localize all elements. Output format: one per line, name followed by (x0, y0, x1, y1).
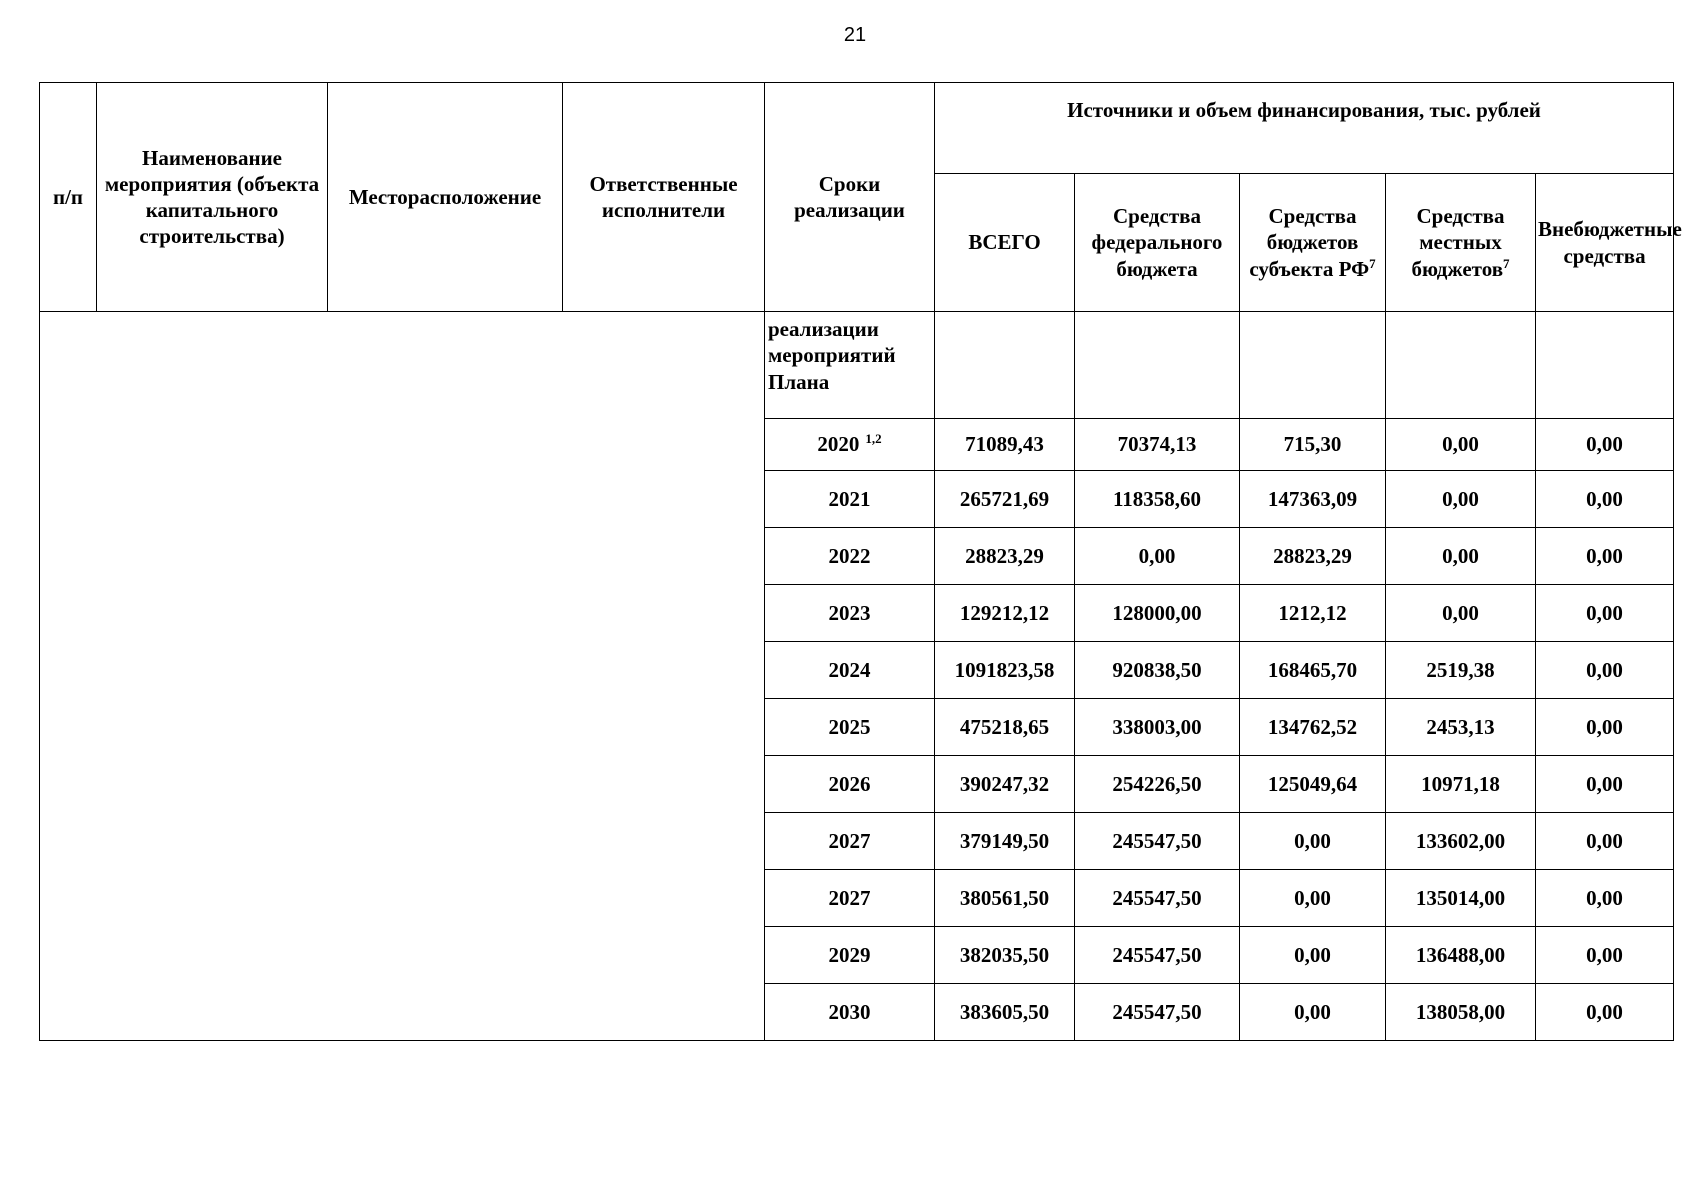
year-cell: 2022 (765, 528, 935, 585)
subject-cell: 134762,52 (1240, 699, 1386, 756)
subject-cell: 715,30 (1240, 419, 1386, 471)
local-cell: 0,00 (1386, 585, 1536, 642)
local-cell: 2519,38 (1386, 642, 1536, 699)
year-sup: 1,2 (865, 431, 882, 447)
header-terms: Сроки реализации (765, 83, 935, 312)
page-number: 21 (843, 24, 867, 46)
header-subject (1240, 174, 1386, 312)
federal-cell: 70374,13 (1075, 419, 1240, 471)
federal-cell: 254226,50 (1075, 756, 1240, 813)
federal-cell: 245547,50 (1075, 813, 1240, 870)
subject-cell: 0,00 (1240, 927, 1386, 984)
empty-cell (1075, 312, 1240, 419)
subject-cell: 168465,70 (1240, 642, 1386, 699)
header-name: Наименование мероприятия (объекта капитального строительства) (97, 83, 328, 312)
header-local (1386, 174, 1536, 312)
subject-cell: 147363,09 (1240, 471, 1386, 528)
local-cell: 0,00 (1386, 419, 1536, 471)
extra-cell: 0,00 (1536, 699, 1674, 756)
header-extra: Внебюджетные средства (1536, 174, 1674, 312)
extra-cell: 0,00 (1536, 870, 1674, 927)
total-cell: 71089,43 (935, 419, 1075, 471)
federal-cell: 128000,00 (1075, 585, 1240, 642)
year-cell: 2026 (765, 756, 935, 813)
local-cell: 136488,00 (1386, 927, 1536, 984)
extra-cell: 0,00 (1536, 984, 1674, 1041)
total-cell: 28823,29 (935, 528, 1075, 585)
local-cell: 0,00 (1386, 471, 1536, 528)
financing-table (39, 82, 1682, 1041)
year-cell: 2029 (765, 927, 935, 984)
header-num: п/п (40, 83, 97, 312)
header-federal: Средства федерального бюджета (1075, 174, 1240, 312)
empty-cell (935, 312, 1075, 419)
empty-cell (1386, 312, 1536, 419)
merged-blank-cell (40, 312, 765, 1041)
year-cell (765, 419, 935, 471)
continuation-text: реализации мероприятий Плана (765, 312, 935, 419)
extra-cell: 0,00 (1536, 927, 1674, 984)
local-cell: 133602,00 (1386, 813, 1536, 870)
local-cell: 138058,00 (1386, 984, 1536, 1041)
local-cell: 0,00 (1386, 528, 1536, 585)
header-total: ВСЕГО (935, 174, 1075, 312)
year-cell: 2025 (765, 699, 935, 756)
empty-cell (1536, 312, 1674, 419)
total-cell: 265721,69 (935, 471, 1075, 528)
total-cell: 380561,50 (935, 870, 1075, 927)
year-cell: 2027 (765, 813, 935, 870)
total-cell: 390247,32 (935, 756, 1075, 813)
year-cell: 2024 (765, 642, 935, 699)
year-cell: 2027 (765, 870, 935, 927)
header-location: Месторасположение (328, 83, 563, 312)
extra-cell: 0,00 (1536, 642, 1674, 699)
header-sources: Источники и объем финансирования, тыс. рублей (935, 83, 1674, 174)
total-cell: 383605,50 (935, 984, 1075, 1041)
subject-cell: 28823,29 (1240, 528, 1386, 585)
extra-cell: 0,00 (1536, 756, 1674, 813)
extra-cell: 0,00 (1536, 585, 1674, 642)
total-cell: 475218,65 (935, 699, 1075, 756)
header-executors: Ответственные исполнители (563, 83, 765, 312)
header-subject-text: Средства бюджетов субъекта РФ (1249, 204, 1370, 281)
header-local-sup: 7 (1503, 255, 1510, 271)
extra-cell: 0,00 (1536, 528, 1674, 585)
subject-cell: 0,00 (1240, 870, 1386, 927)
federal-cell: 245547,50 (1075, 927, 1240, 984)
total-cell: 129212,12 (935, 585, 1075, 642)
federal-cell: 0,00 (1075, 528, 1240, 585)
subject-cell: 1212,12 (1240, 585, 1386, 642)
local-cell: 2453,13 (1386, 699, 1536, 756)
year-value: 2020 (817, 432, 860, 457)
year-cell: 2023 (765, 585, 935, 642)
total-cell: 382035,50 (935, 927, 1075, 984)
federal-cell: 338003,00 (1075, 699, 1240, 756)
header-subject-sup: 7 (1369, 255, 1376, 271)
federal-cell: 118358,60 (1075, 471, 1240, 528)
federal-cell: 920838,50 (1075, 642, 1240, 699)
subject-cell: 125049,64 (1240, 756, 1386, 813)
federal-cell: 245547,50 (1075, 984, 1240, 1041)
federal-cell: 245547,50 (1075, 870, 1240, 927)
header-local-text: Средства местных бюджетов (1411, 204, 1505, 281)
local-cell: 10971,18 (1386, 756, 1536, 813)
extra-cell: 0,00 (1536, 419, 1674, 471)
subject-cell: 0,00 (1240, 984, 1386, 1041)
extra-cell: 0,00 (1536, 813, 1674, 870)
local-cell: 135014,00 (1386, 870, 1536, 927)
extra-cell: 0,00 (1536, 471, 1674, 528)
subject-cell: 0,00 (1240, 813, 1386, 870)
year-cell: 2021 (765, 471, 935, 528)
total-cell: 1091823,58 (935, 642, 1075, 699)
empty-cell (1240, 312, 1386, 419)
total-cell: 379149,50 (935, 813, 1075, 870)
year-cell: 2030 (765, 984, 935, 1041)
